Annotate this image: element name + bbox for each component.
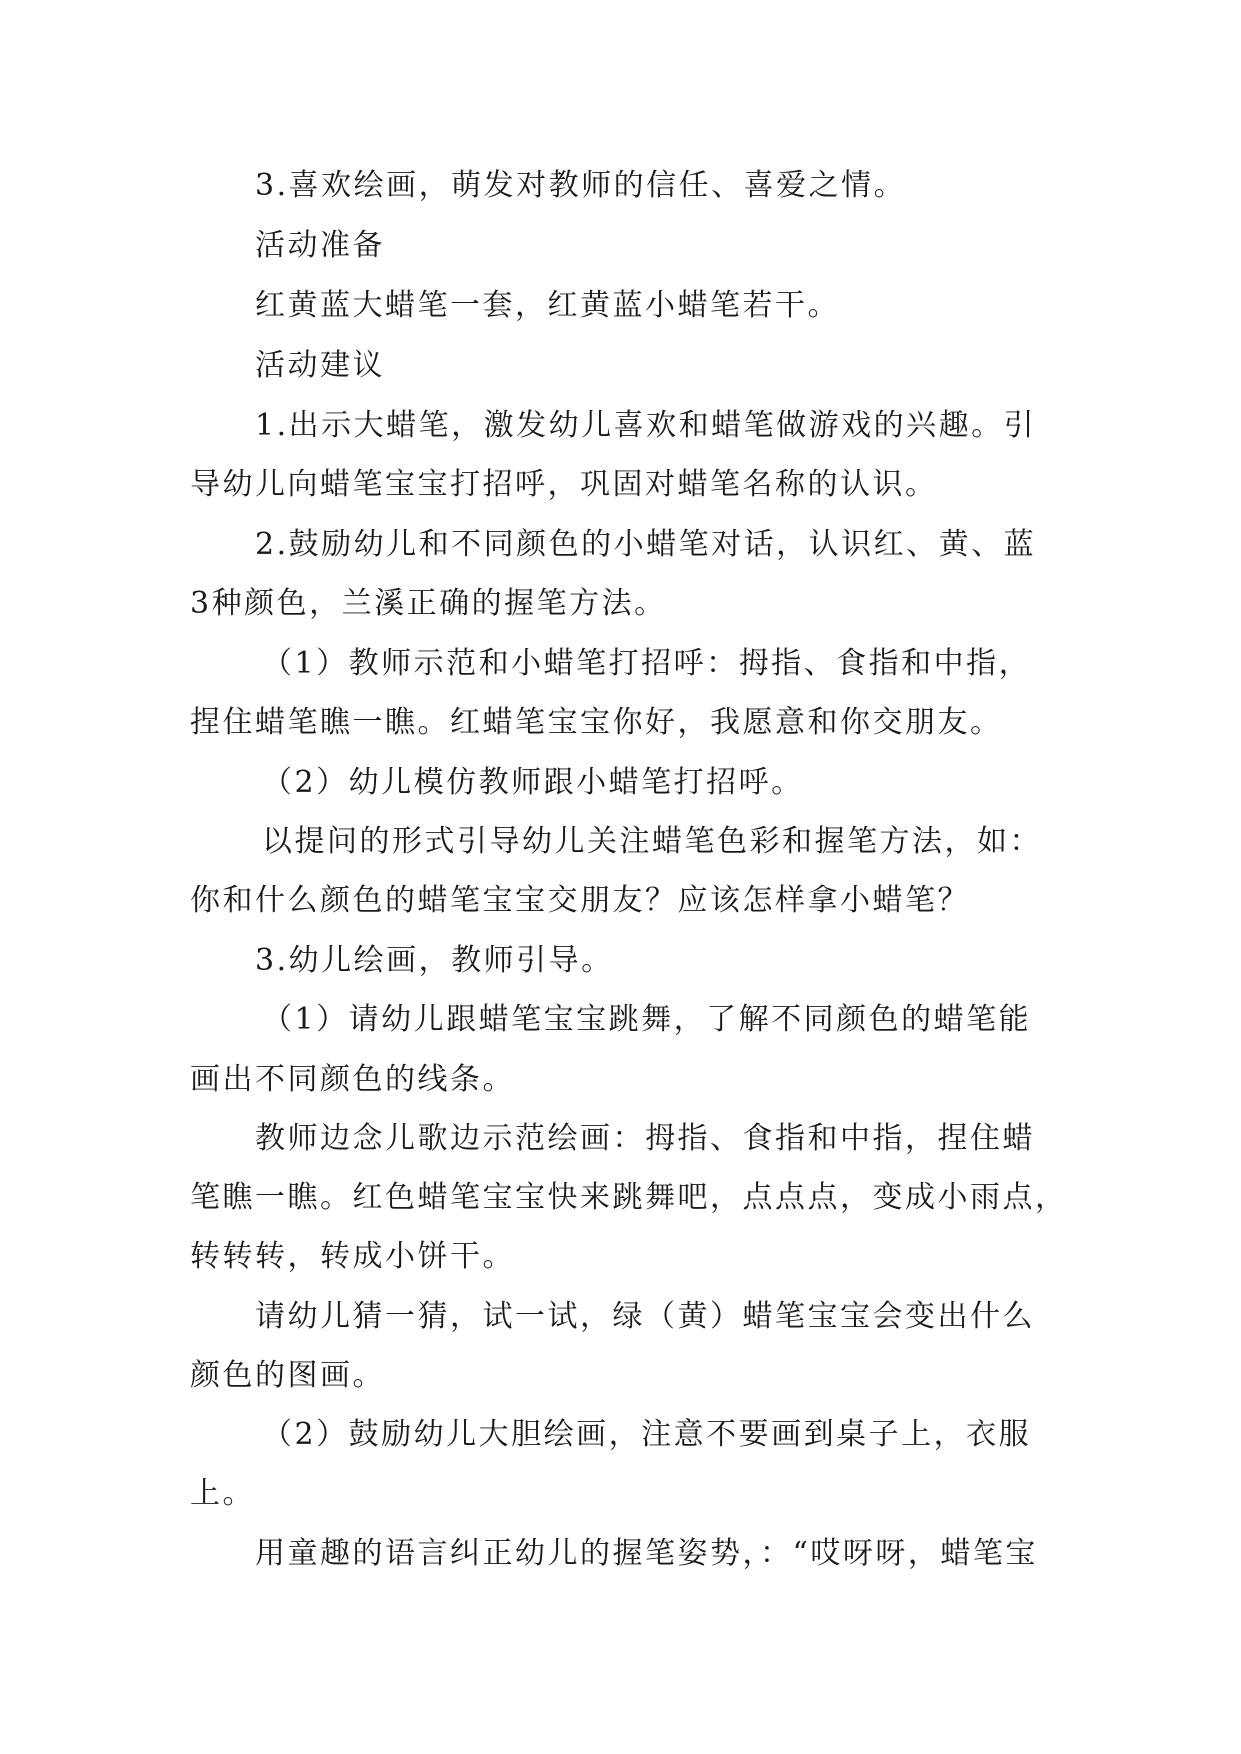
step-2-2-line: （2）幼儿模仿教师跟小蜡笔打招呼。 — [262, 765, 804, 800]
suggestion-2-line-1: 2.鼓励幼儿和不同颜色的小蜡笔对话，认识红、黄、蓝 — [255, 527, 1037, 562]
preparation-text: 红黄蓝大蜡笔一套，红黄蓝小蜡笔若干。 — [255, 288, 840, 323]
step-2-1-line-2: 捏住蜡笔瞧一瞧。红蜡笔宝宝你好，我愿意和你交朋友。 — [190, 705, 1003, 740]
suggestion-1-line-2: 导幼儿向蜡笔宝宝打招呼，巩固对蜡笔名称的认识。 — [190, 467, 938, 502]
rhyme-line-2: 笔瞧一瞧。红色蜡笔宝宝快来跳舞吧，点点点，变成小雨点， — [190, 1180, 1068, 1215]
suggestion-1-line-1: 1.出示大蜡笔，激发幼儿喜欢和蜡笔做游戏的兴趣。引 — [255, 408, 1037, 443]
heading-activity-suggestions: 活动建议 — [255, 348, 385, 383]
step-3-1-line-1: （1）请幼儿跟蜡笔宝宝跳舞，了解不同颜色的蜡笔能 — [262, 1002, 1032, 1037]
suggestion-2-line-2: 3种颜色，兰溪正确的握笔方法。 — [190, 586, 667, 621]
heading-activity-preparation: 活动准备 — [255, 228, 385, 263]
rhyme-line-1: 教师边念儿歌边示范绘画：拇指、食指和中指，捏住蜡 — [255, 1121, 1035, 1156]
suggestion-3-line: 3.幼儿绘画，教师引导。 — [255, 943, 614, 978]
guess-line-2: 颜色的图画。 — [190, 1358, 385, 1393]
guess-line-1: 请幼儿猜一猜，试一试，绿（黄）蜡笔宝宝会变出什么 — [255, 1299, 1035, 1334]
step-2-1-line-1: （1）教师示范和小蜡笔打招呼：拇指、食指和中指， — [262, 646, 1032, 681]
step-3-1-line-2: 画出不同颜色的线条。 — [190, 1062, 515, 1097]
question-line-1: 以提问的形式引导幼儿关注蜡笔色彩和握笔方法，如： — [262, 824, 1042, 859]
step-3-2-line-1: （2）鼓励幼儿大胆绘画，注意不要画到桌子上，衣服 — [262, 1417, 1032, 1452]
step-3-2-line-2: 上。 — [190, 1476, 255, 1511]
goal-3-line: 3.喜欢绘画，萌发对教师的信任、喜爱之情。 — [255, 168, 907, 203]
question-line-2: 你和什么颜色的蜡笔宝宝交朋友？应该怎样拿小蜡笔？ — [190, 883, 970, 918]
correction-line: 用童趣的语言纠正幼儿的握笔姿势，：“哎呀呀，蜡笔宝 — [255, 1536, 1038, 1571]
rhyme-line-3: 转转转，转成小饼干。 — [190, 1239, 515, 1274]
